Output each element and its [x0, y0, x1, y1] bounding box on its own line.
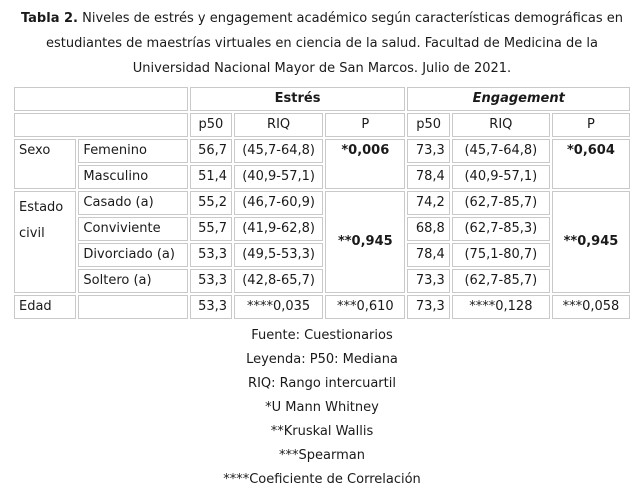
table-row: [14, 243, 630, 267]
table-notes: [8, 324, 636, 492]
category-cell: Conviviente: [78, 217, 187, 241]
category-cell: Femenino: [78, 139, 187, 163]
stress-p50-cell: 53,3: [190, 295, 232, 319]
civil-group-label: [14, 191, 76, 293]
data-table: [12, 85, 632, 321]
stress-p50-cell: 53,3: [190, 269, 232, 293]
table-row: [14, 217, 630, 241]
empty-header-cell: [14, 87, 188, 111]
table-row: [14, 191, 630, 215]
note-kruskal-wallis: **Kruskal Wallis: [270, 424, 374, 439]
engagement-riq-cell: (45,7-64,8): [452, 139, 550, 163]
note-legend-p50: Leyenda: P50: Mediana: [246, 352, 398, 367]
stress-p50-header: p50: [190, 113, 232, 137]
engagement-p50-cell: 74,2: [407, 191, 449, 215]
engagement-p-cell: **0,945: [552, 191, 630, 293]
table-row: [14, 139, 630, 163]
civil-label-line2: civil: [19, 226, 45, 241]
engagement-riq-cell: (75,1-80,7): [452, 243, 550, 267]
engagement-p-header: P: [552, 113, 630, 137]
category-cell: Soltero (a): [78, 269, 187, 293]
table-caption: [8, 6, 636, 81]
stress-p50-cell: 51,4: [190, 165, 232, 189]
engagement-riq-cell: (40,9-57,1): [452, 165, 550, 189]
stress-riq-cell: (40,9-57,1): [234, 165, 323, 189]
engagement-p-cell: *0,604: [552, 139, 630, 189]
group-header-row: [14, 87, 630, 111]
edad-group-label: Edad: [14, 295, 76, 319]
stress-p-header: P: [325, 113, 405, 137]
empty-subheader-cell: [14, 113, 188, 137]
note-legend-riq: RIQ: Rango intercuartil: [248, 376, 396, 391]
engagement-p-cell: ***0,058: [552, 295, 630, 319]
stress-p50-cell: 53,3: [190, 243, 232, 267]
caption-label: Tabla 2.: [20, 11, 78, 26]
sexo-group-label: Sexo: [14, 139, 76, 189]
stress-group-header: Estrés: [190, 87, 406, 111]
engagement-p50-cell: 73,3: [407, 139, 449, 163]
engagement-p50-cell: 78,4: [407, 165, 449, 189]
empty-category-cell: [78, 295, 187, 319]
stress-p50-cell: 55,7: [190, 217, 232, 241]
stress-riq-cell: (45,7-64,8): [234, 139, 323, 163]
table-row: [14, 165, 630, 189]
engagement-riq-cell: (62,7-85,3): [452, 217, 550, 241]
engagement-p50-header: p50: [407, 113, 449, 137]
stress-p-cell: *0,006: [325, 139, 405, 189]
table-row: [14, 269, 630, 293]
note-mann-whitney: *U Mann Whitney: [265, 400, 379, 415]
engagement-p50-cell: 68,8: [407, 217, 449, 241]
stress-riq-cell: (42,8-65,7): [234, 269, 323, 293]
caption-text: Niveles de estrés y engagement académico según características demográficas en estudiantes de maestrías virtuales en ciencia de la salud. Facultad de Medicina de la Universidad Nacional Mayor de San Marcos. Julio de 2021.: [46, 11, 624, 76]
engagement-p50-cell: 78,4: [407, 243, 449, 267]
table-row: [14, 295, 630, 319]
engagement-p50-cell: 73,3: [407, 269, 449, 293]
stress-riq-cell: (46,7-60,9): [234, 191, 323, 215]
note-correlation: ****Coeficiente de Correlación: [223, 472, 421, 487]
stress-riq-cell: (41,9-62,8): [234, 217, 323, 241]
stress-riq-cell: ****0,035: [234, 295, 323, 319]
note-source: Fuente: Cuestionarios: [251, 328, 393, 343]
civil-label-line1: Estado: [19, 200, 64, 215]
engagement-p50-cell: 73,3: [407, 295, 449, 319]
stress-p-cell: **0,945: [325, 191, 405, 293]
note-spearman: ***Spearman: [279, 448, 365, 463]
category-cell: Divorciado (a): [78, 243, 187, 267]
engagement-riq-cell: ****0,128: [452, 295, 550, 319]
stress-p50-cell: 55,2: [190, 191, 232, 215]
engagement-riq-header: RIQ: [452, 113, 550, 137]
engagement-riq-cell: (62,7-85,7): [452, 269, 550, 293]
engagement-group-header: Engagement: [407, 87, 630, 111]
stress-p-cell: ***0,610: [325, 295, 405, 319]
stress-riq-cell: (49,5-53,3): [234, 243, 323, 267]
stress-p50-cell: 56,7: [190, 139, 232, 163]
sub-header-row: [14, 113, 630, 137]
category-cell: Casado (a): [78, 191, 187, 215]
engagement-riq-cell: (62,7-85,7): [452, 191, 550, 215]
stress-riq-header: RIQ: [234, 113, 323, 137]
category-cell: Masculino: [78, 165, 187, 189]
